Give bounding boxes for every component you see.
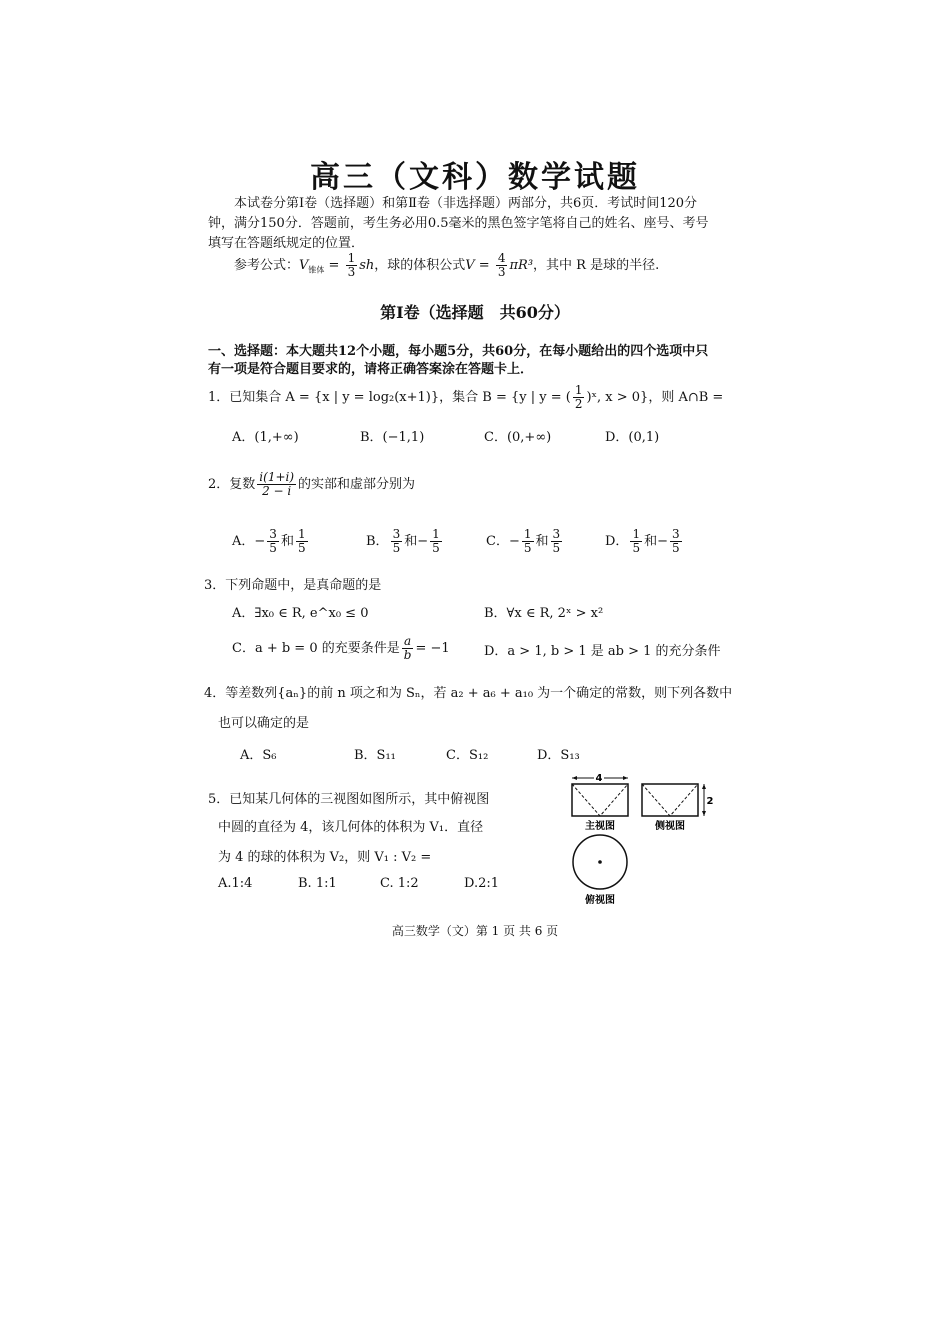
- formula-suffix: ，其中 R 是球的半径.: [533, 258, 660, 273]
- q5-number: 5．: [208, 792, 230, 807]
- q4-option-c[interactable]: C．S₁₂: [446, 748, 489, 763]
- q1-frac-den: 2: [574, 397, 583, 411]
- q2-c-frac2: [551, 528, 563, 555]
- instructions-line-2: 有一项是符合题目要求的，请将正确答案涂在答题卡上．: [208, 362, 534, 377]
- q1-number: 1．: [208, 390, 230, 405]
- q2-b-and: 和−: [404, 534, 429, 549]
- intro-line-1: 本试卷分第Ⅰ卷（选择题）和第Ⅱ卷（非选择题）两部分，共6页．考试时间120分: [234, 196, 698, 211]
- formula-eq: =: [324, 258, 344, 273]
- q5-option-b[interactable]: B. 1:1: [298, 876, 337, 891]
- q2-d-frac1-num: 1: [632, 527, 641, 541]
- q2-option-c[interactable]: [486, 526, 564, 558]
- formula-prefix: 参考公式：: [234, 258, 300, 273]
- q2-c-frac1: [522, 528, 534, 555]
- q2-pre: 复数: [229, 477, 256, 492]
- three-view-figure: [560, 772, 720, 910]
- q4-line1: 等差数列{aₙ}的前 n 项之和为 Sₙ，若 a₂ + a₆ + a₁₀ 为一个确定的常数，则下列各数中: [225, 686, 733, 701]
- instructions-line-1: 一、选择题：本大题共12个小题，每小题5分，共60分，在每小题给出的四个选项中只: [208, 344, 709, 359]
- q2-d-frac2-num: 3: [671, 527, 680, 541]
- q2-a-frac1: [267, 528, 279, 555]
- section-heading: 第Ⅰ卷（选择题 共60分）: [380, 303, 570, 322]
- q2-d-frac2: [670, 528, 682, 555]
- q2-c-frac2-num: 3: [552, 527, 561, 541]
- q5-option-d[interactable]: D.2:1: [464, 876, 500, 891]
- height-dimension-label: 2: [706, 796, 714, 807]
- q3-c-post: = −1: [415, 641, 450, 656]
- side-view-hidden-lines: [642, 784, 698, 816]
- q2-post: 的实部和虚部分别为: [298, 477, 416, 492]
- q2-c-sign: −: [508, 534, 520, 549]
- question-4-line-1: [204, 682, 732, 701]
- q3-option-b[interactable]: B．∀x ∈ R, 2ˣ > x²: [484, 606, 604, 621]
- formula-frac-1: [346, 252, 358, 279]
- formula-v2: V: [465, 258, 475, 273]
- q5-option-a[interactable]: A.1:4: [218, 876, 253, 891]
- q1-text-a: 已知集合 A = {x | y = log₂(x+1)}，集合 B = {y | y = (: [229, 390, 571, 405]
- q5-line2: 中圆的直径为 4，该几何体的体积为 V₁．直径: [218, 820, 484, 835]
- q2-option-d[interactable]: [605, 526, 684, 558]
- q2-c-label: C．: [486, 534, 509, 549]
- q2-a-and: 和: [280, 534, 294, 549]
- q2-option-b[interactable]: [366, 526, 444, 558]
- q3-text: 下列命题中，是真命题的是: [225, 578, 382, 593]
- q2-b-frac1: [391, 528, 403, 555]
- formula-v: V: [299, 258, 309, 273]
- q2-d-and: 和−: [644, 534, 668, 549]
- q2-option-a[interactable]: [232, 526, 310, 558]
- q5-line3: 为 4 的球的体积为 V₂，则 V₁ : V₂ =: [218, 850, 432, 865]
- q5-line1: 已知某几何体的三视图如图所示，其中俯视图: [229, 792, 490, 807]
- q3-c-frac: [402, 635, 414, 662]
- q1-option-a[interactable]: A．(1,+∞): [232, 430, 299, 445]
- q4-line2: 也可以确定的是: [218, 716, 310, 731]
- q2-frac: [257, 471, 296, 498]
- formula-frac-2: [496, 252, 508, 279]
- q3-number: 3．: [204, 578, 226, 593]
- q2-a-frac2: [296, 528, 308, 555]
- q2-a-frac1-num: 3: [269, 527, 277, 541]
- width-dimension-label: 4: [595, 773, 603, 784]
- formula-frac-1-num: 1: [347, 251, 356, 265]
- q4-option-b[interactable]: B．S₁₁: [354, 748, 396, 763]
- q2-a-label: A．: [232, 534, 255, 549]
- width-arrow-right: [623, 776, 628, 780]
- q2-d-frac1-den: 5: [632, 541, 641, 555]
- q3-option-c[interactable]: [232, 632, 450, 666]
- top-view-label: 俯视图: [585, 895, 615, 906]
- q2-frac-den: 2 − i: [262, 484, 292, 498]
- q2-b-frac2: [430, 528, 442, 555]
- q1-option-d[interactable]: D．(0,1): [605, 430, 660, 445]
- main-view-hidden-lines: [572, 784, 628, 816]
- top-view-center-dot: [598, 860, 602, 864]
- formula-pir: πR³: [509, 258, 534, 273]
- q2-a-frac1-den: 5: [269, 541, 277, 555]
- main-view-label: 主视图: [585, 821, 615, 832]
- q4-option-d[interactable]: D．S₁₃: [537, 748, 580, 763]
- q2-d-label: D．: [605, 534, 629, 549]
- q2-d-frac2-den: 5: [671, 541, 680, 555]
- q2-b-label: B．: [366, 534, 389, 549]
- q2-b-frac2-den: 5: [432, 541, 440, 555]
- exam-title: 高三（文科）数学试题: [310, 160, 640, 195]
- formula-frac-2-num: 4: [497, 251, 506, 265]
- formula-frac-2-den: 3: [497, 265, 506, 279]
- q2-c-frac2-den: 5: [552, 541, 561, 555]
- intro-line-2: 钟，满分150分．答题前，考生务必用0.5毫米的黑色签字笔将自己的姓名、座号、考号: [208, 216, 709, 231]
- main-view-rect: [572, 784, 628, 816]
- q2-c-frac1-num: 1: [523, 527, 532, 541]
- page-footer: 高三数学（文）第 1 页 共 6 页: [391, 924, 559, 938]
- q2-b-frac1-num: 3: [392, 527, 401, 541]
- width-arrow-left: [572, 776, 577, 780]
- q2-a-frac2-num: 1: [297, 527, 306, 541]
- reference-formula: [234, 252, 659, 284]
- q4-option-a[interactable]: A．S₆: [240, 748, 277, 763]
- q1-option-c[interactable]: C．(0,+∞): [484, 430, 552, 445]
- formula-sub: 锥体: [308, 265, 325, 275]
- question-3: [204, 574, 381, 593]
- q2-a-frac2-den: 5: [297, 541, 306, 555]
- intro-line-3: 填写在答题纸规定的位置．: [208, 236, 365, 251]
- q2-b-frac2-num: 1: [432, 527, 440, 541]
- q2-c-and: 和: [535, 534, 549, 549]
- q3-c-frac-num: a: [402, 635, 414, 649]
- formula-mid: ，球的体积公式: [374, 258, 466, 273]
- question-1: [208, 384, 723, 411]
- side-view-rect: [642, 784, 698, 816]
- q2-number: 2．: [208, 477, 230, 492]
- q1-text-b: )ˣ, x > 0}，则 A∩B =: [586, 390, 724, 405]
- formula-sh: sh: [359, 258, 375, 273]
- q1-frac: [573, 384, 585, 411]
- formula-frac-1-den: 3: [347, 265, 356, 279]
- q1-frac-num: 1: [574, 383, 583, 397]
- q4-number: 4．: [204, 686, 226, 701]
- formula-eq2: =: [474, 258, 494, 273]
- q3-option-d[interactable]: D．a > 1, b > 1 是 ab > 1 的充分条件: [484, 644, 721, 659]
- q3-c-frac-den: b: [403, 648, 412, 662]
- side-view-label: 侧视图: [655, 821, 685, 832]
- q2-c-frac1-den: 5: [523, 541, 532, 555]
- question-2: [208, 468, 415, 502]
- q2-d-frac1: [630, 528, 642, 555]
- question-5-line-1: [208, 788, 489, 807]
- q3-option-a[interactable]: A．∃x₀ ∈ R, e^x₀ ≤ 0: [232, 606, 369, 621]
- q2-b-frac1-den: 5: [392, 541, 401, 555]
- q2-a-sign: −: [254, 534, 266, 549]
- q3-c-pre: C．a + b = 0 的充要条件是: [232, 641, 400, 656]
- q1-option-b[interactable]: B．(−1,1): [360, 430, 425, 445]
- height-arrow-top: [702, 784, 706, 789]
- q5-option-c[interactable]: C. 1:2: [380, 876, 419, 891]
- height-arrow-bottom: [702, 811, 706, 816]
- q2-frac-num: i(1+i): [259, 470, 295, 484]
